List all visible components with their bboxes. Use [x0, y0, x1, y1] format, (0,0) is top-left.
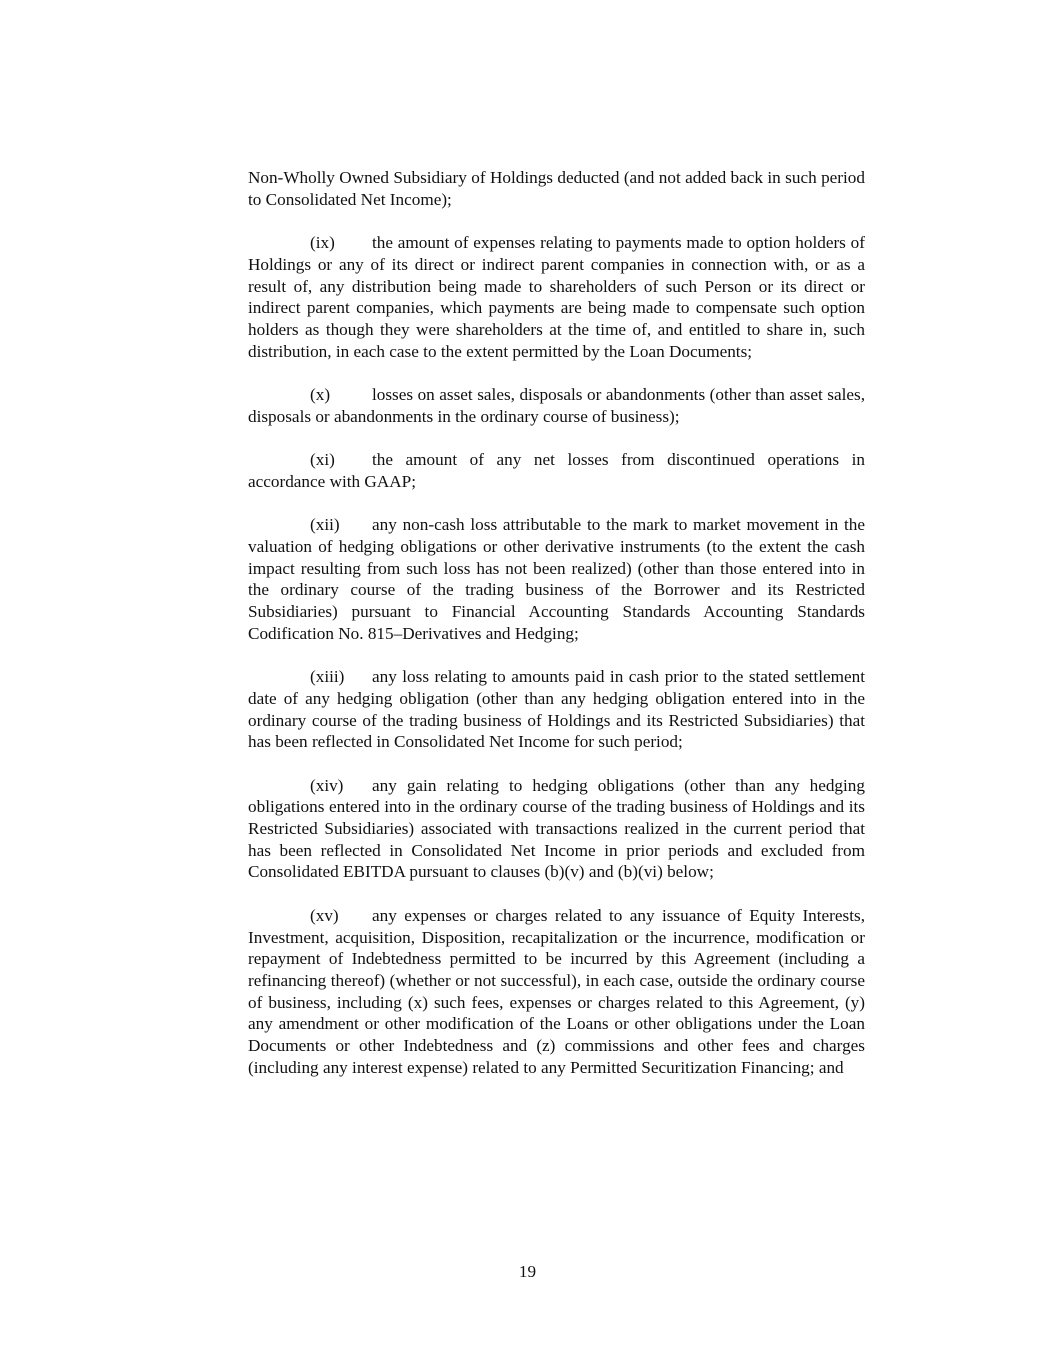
- clause-number: (x): [310, 385, 331, 404]
- clause-text: any expenses or charges related to any issuance of Equity Interests, Investment, acquisition, Disposition, recapitalization or the incurrence, modification or repayment of Indebtedness permitted to be incurred by this Agreement (including a refinancing thereof) (whether or not successful), in each case, outside the ordinary course of business, including (x) such fees, expenses or charges related to this Agreement, (y) any amendment or other modification of the Loans or other obligations under the Loan Documents or other Indebtedness and (z) commissions and other fees and charges (including any interest expense) related to any Permitted Securitization Financing; and: [248, 905, 865, 1077]
- clause-text: any loss relating to amounts paid in cash prior to the stated settlement date of any hedging obligation (other than any hedging obligation entered into in the ordinary course of the trading business of Holdings and its Restricted Subsidiaries) that has been reflected in Consolidated Net Income for such period;: [248, 667, 865, 752]
- clause-text: any gain relating to hedging obligations (other than any hedging obligations entered into in the ordinary course of the trading business of Holdings and its Restricted Subsidiaries) associated with transactions realized in the current period that has been reflected in Consolidated Net Income in prior periods and excluded from Consolidated EBITDA pursuant to clauses (b)(v) and (b)(vi) below;: [248, 775, 865, 882]
- clause-number: (xii): [310, 515, 340, 535]
- clause-ix: [248, 232, 865, 362]
- clause-xiv: [248, 775, 865, 884]
- intro-paragraph: Non-Wholly Owned Subsidiary of Holdings deducted (and not added back in such period to Consolidated Net Income);: [248, 168, 865, 209]
- clause-text: losses on asset sales, disposals or abandonments (other than asset sales, disposals or abandonments in the ordinary course of business);: [248, 385, 865, 426]
- clause-xi: [248, 449, 865, 492]
- clause-xiii: [248, 666, 865, 753]
- clause-text: the amount of any net losses from discontinued operations in accordance with GAAP;: [248, 450, 865, 491]
- clause-number: (xiii): [310, 667, 345, 687]
- clause-number: (xv): [310, 905, 339, 925]
- clause-number: (xi): [310, 450, 335, 470]
- document-body: [248, 167, 865, 1100]
- clause-x: [248, 384, 865, 427]
- clause-text: any non-cash loss attributable to the mark to market movement in the valuation of hedging obligations or other derivative instruments (to the extent the cash impact resulting from such loss has not been realized) (other than those entered into in the ordinary course of the trading business of the Borrower and its Restricted Subsidiaries) pursuant to Financial Accounting Standards Accounting Standards Codification No. 815–Derivatives and Hedging;: [248, 515, 865, 643]
- clause-xii: [248, 514, 865, 644]
- page-number: 19: [518, 1262, 537, 1281]
- clause-text: the amount of expenses relating to payments made to option holders of Holdings or any of its direct or indirect parent companies in connection with, or as a result of, any distribution being made to shareholders of such Person or its direct or indirect parent companies, which payments are being made to compensate such option holders as though they were shareholders at the time of, and entitled to share in, such distribution, in each case to the extent permitted by the Loan Documents;: [248, 233, 865, 361]
- clause-xv: [248, 905, 865, 1079]
- clause-number: (xiv): [310, 775, 344, 795]
- clause-number: (ix): [310, 233, 335, 253]
